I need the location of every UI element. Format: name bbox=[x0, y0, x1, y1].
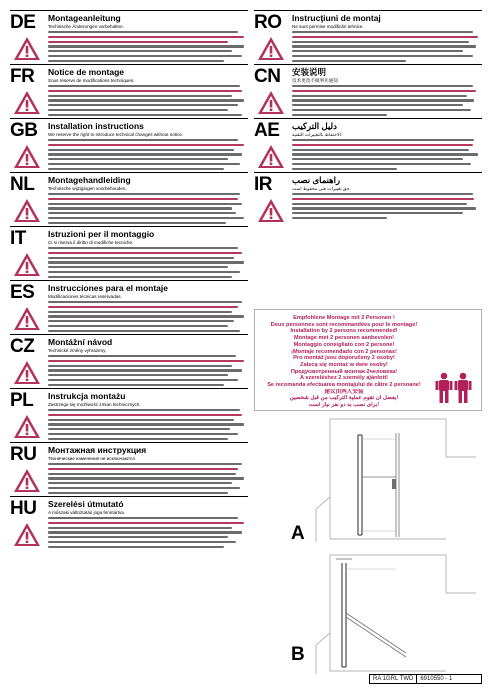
text-line bbox=[48, 85, 240, 87]
section-title: Montážní návod bbox=[48, 337, 113, 347]
section-title: راهنمای نصب bbox=[292, 175, 341, 185]
text-line bbox=[48, 423, 244, 425]
text-line bbox=[292, 203, 467, 205]
section-subtitle: Technische Änderungen vorbehalten. bbox=[48, 24, 124, 29]
left-language-column bbox=[10, 10, 248, 550]
text-line bbox=[48, 365, 232, 367]
section-content bbox=[292, 68, 482, 118]
recommendation-line: Предусмотренный монтаж 2человека! bbox=[290, 368, 398, 375]
text-line bbox=[48, 473, 236, 475]
section-subtitle: حق تغییرات فنی محفوظ است. bbox=[292, 186, 351, 191]
text-line bbox=[48, 153, 242, 155]
text-line bbox=[292, 90, 476, 92]
recommendation-line: Montaggio consigliato con 2 persone! bbox=[293, 341, 395, 348]
section-subtitle: Sous réserve de modifications techniques. bbox=[48, 78, 135, 83]
text-line bbox=[292, 85, 473, 87]
text-line bbox=[48, 50, 232, 52]
section-body-text bbox=[48, 85, 248, 118]
text-line bbox=[48, 536, 228, 538]
recommendation-line: Zalecą się montaż w dwie osoby! bbox=[300, 361, 388, 368]
language-section-ru bbox=[10, 442, 248, 496]
text-line bbox=[48, 330, 240, 332]
section-subtitle: Modificaciones técnicas reservadas. bbox=[48, 294, 122, 299]
text-line bbox=[48, 158, 228, 160]
recommendation-line: Se recomanda efectuarea montajului de către 2 persoane! bbox=[267, 382, 421, 389]
language-section-fr bbox=[10, 64, 248, 118]
section-content bbox=[292, 14, 482, 64]
warning-triangle-icon bbox=[13, 360, 41, 385]
text-line bbox=[48, 99, 244, 101]
language-section-pl bbox=[10, 388, 248, 442]
two-persons-icon bbox=[433, 372, 475, 404]
text-line bbox=[48, 522, 244, 524]
language-code: CZ bbox=[10, 336, 35, 357]
text-line bbox=[48, 193, 240, 195]
section-content bbox=[48, 176, 248, 226]
text-line bbox=[48, 217, 244, 219]
text-line bbox=[48, 374, 228, 376]
warning-triangle-icon bbox=[13, 306, 41, 331]
text-line bbox=[292, 99, 474, 101]
section-content bbox=[292, 122, 482, 172]
text-line bbox=[48, 315, 244, 317]
section-content bbox=[48, 500, 248, 550]
language-code: GB bbox=[10, 120, 38, 141]
section-body-text bbox=[48, 517, 248, 550]
language-section-nl bbox=[10, 172, 248, 226]
text-line bbox=[292, 41, 469, 43]
warning-triangle-icon bbox=[257, 36, 285, 61]
text-line bbox=[48, 438, 228, 440]
text-line bbox=[48, 546, 224, 548]
recommendation-line: Pro montáž jsou doporučeny 2 osoby! bbox=[293, 355, 395, 362]
text-line bbox=[292, 45, 476, 47]
section-subtitle: Technické změny vyhrazeny. bbox=[48, 348, 107, 353]
text-line bbox=[292, 198, 474, 200]
text-line bbox=[48, 45, 244, 47]
recommendation-line: Installation by 2 persons recommended! bbox=[290, 328, 398, 335]
text-line bbox=[48, 409, 240, 411]
text-line bbox=[48, 247, 238, 249]
text-line bbox=[48, 266, 228, 268]
text-line bbox=[48, 384, 224, 386]
text-line bbox=[292, 109, 471, 111]
language-code: PL bbox=[10, 390, 34, 411]
section-subtitle: We reserve the right to introduce technical changes without notice. bbox=[48, 132, 184, 137]
text-line bbox=[48, 55, 242, 57]
text-line bbox=[292, 212, 463, 214]
text-line bbox=[48, 433, 238, 435]
text-line bbox=[292, 144, 473, 146]
section-content bbox=[48, 284, 248, 334]
section-body-text bbox=[292, 85, 482, 116]
text-line bbox=[48, 414, 242, 416]
text-line bbox=[48, 90, 242, 92]
recommendation-line: يفضل أن تقوم عملية التركيب من قبل شخصين! bbox=[289, 395, 399, 402]
language-section-ae bbox=[254, 118, 482, 172]
text-line bbox=[48, 114, 242, 116]
language-code: FR bbox=[10, 66, 35, 87]
language-code: DE bbox=[10, 12, 36, 33]
section-subtitle: 技术更改不做事先通知 bbox=[292, 78, 338, 83]
document-footer bbox=[369, 674, 482, 684]
language-code: IT bbox=[10, 228, 26, 249]
text-line bbox=[292, 114, 387, 116]
section-title: Installation instructions bbox=[48, 121, 144, 131]
model-code: RA 1GRL TWD bbox=[370, 675, 417, 683]
section-title: Szerelési útmutató bbox=[48, 499, 124, 509]
text-line bbox=[48, 541, 236, 543]
warning-triangle-icon bbox=[13, 252, 41, 277]
section-body-text bbox=[48, 355, 248, 388]
section-subtitle: الاحتفاظ بالتغييرات التقنية. bbox=[292, 132, 343, 137]
recommendation-text bbox=[259, 315, 429, 409]
section-title: Istruzioni per il montaggio bbox=[48, 229, 155, 239]
text-line bbox=[48, 369, 242, 371]
section-content bbox=[292, 176, 482, 222]
text-line bbox=[292, 95, 467, 97]
right-language-column bbox=[254, 10, 482, 226]
diagram-label-b: B bbox=[291, 644, 305, 665]
recommendation-line: برای نصب به دو نفر نیاز است! bbox=[308, 402, 380, 409]
text-line bbox=[292, 149, 469, 151]
diagram-label-a: A bbox=[291, 523, 305, 544]
text-line bbox=[292, 207, 476, 209]
section-content bbox=[48, 446, 248, 496]
language-section-ro bbox=[254, 10, 482, 64]
text-line bbox=[48, 482, 232, 484]
warning-triangle-icon bbox=[257, 198, 285, 223]
section-subtitle: Технические изменения не исключаются bbox=[48, 456, 135, 461]
text-line bbox=[48, 379, 238, 381]
section-title: Instrucţiuni de montaj bbox=[292, 13, 381, 23]
text-line bbox=[48, 531, 242, 533]
text-line bbox=[292, 168, 397, 170]
text-line bbox=[48, 222, 226, 224]
recommendation-line: Montage met 2 personen aanbevolen! bbox=[293, 335, 395, 342]
language-section-cz bbox=[10, 334, 248, 388]
section-body-text bbox=[48, 409, 248, 442]
section-content bbox=[48, 230, 248, 280]
text-line bbox=[292, 60, 406, 62]
text-line bbox=[48, 463, 242, 465]
text-line bbox=[48, 252, 242, 254]
language-code: CN bbox=[254, 66, 281, 87]
section-subtitle: A műszaki változtatás joga fenntartva. bbox=[48, 510, 126, 515]
text-line bbox=[292, 193, 473, 195]
text-line bbox=[48, 95, 232, 97]
text-line bbox=[48, 198, 238, 200]
text-line bbox=[48, 60, 224, 62]
text-line bbox=[48, 163, 240, 165]
text-line bbox=[48, 261, 244, 263]
recommendation-line: A szereléshez 2 személy ajánlott! bbox=[299, 375, 389, 382]
recommendation-line: 建议由两人安装 bbox=[324, 388, 364, 395]
recommendation-line: Deux personnes sont recommandées pour le montage! bbox=[270, 321, 418, 328]
section-body-text bbox=[48, 463, 248, 496]
warning-triangle-icon bbox=[13, 144, 41, 169]
section-title: Instrukcja montażu bbox=[48, 391, 126, 401]
section-body-text bbox=[48, 31, 248, 64]
language-code: IR bbox=[254, 174, 272, 195]
text-line bbox=[48, 355, 236, 357]
section-body-text bbox=[48, 139, 248, 172]
text-line bbox=[48, 276, 232, 278]
two-person-recommendation-box bbox=[254, 309, 482, 411]
section-content bbox=[48, 68, 248, 118]
text-line bbox=[48, 271, 240, 273]
section-body-text bbox=[48, 247, 248, 280]
section-content bbox=[48, 338, 248, 388]
text-line bbox=[48, 492, 228, 494]
language-code: RO bbox=[254, 12, 282, 33]
warning-triangle-icon bbox=[13, 198, 41, 223]
warning-triangle-icon bbox=[13, 36, 41, 61]
text-line bbox=[292, 158, 463, 160]
text-line bbox=[292, 31, 473, 33]
section-title: Montageanleitung bbox=[48, 13, 121, 23]
text-line bbox=[292, 55, 473, 57]
language-code: HU bbox=[10, 498, 37, 519]
section-title: Notice de montage bbox=[48, 67, 125, 77]
text-line bbox=[48, 360, 244, 362]
language-code: AE bbox=[254, 120, 280, 141]
section-content bbox=[48, 122, 248, 172]
language-section-cn bbox=[254, 64, 482, 118]
language-section-de bbox=[10, 10, 248, 64]
text-line bbox=[48, 320, 234, 322]
section-body-text bbox=[292, 193, 482, 219]
language-section-hu bbox=[10, 496, 248, 550]
text-line bbox=[48, 109, 228, 111]
text-line bbox=[48, 139, 238, 141]
text-line bbox=[48, 325, 228, 327]
warning-triangle-icon bbox=[257, 90, 285, 115]
text-line bbox=[292, 36, 478, 38]
section-title: دليل التركيب bbox=[292, 121, 337, 131]
text-line bbox=[48, 468, 238, 470]
section-title: 安装说明 bbox=[292, 67, 327, 77]
recommendation-line: Empfohlene Montage mit 2 Personen ! bbox=[293, 315, 395, 321]
text-line bbox=[48, 257, 234, 259]
section-body-text bbox=[292, 31, 482, 62]
text-line bbox=[48, 31, 238, 33]
language-section-ir bbox=[254, 172, 482, 226]
section-subtitle: Ci si riserva il diritto di modifiche tecniche. bbox=[48, 240, 134, 245]
installation-diagram-b bbox=[296, 553, 478, 674]
text-line bbox=[48, 36, 244, 38]
text-line bbox=[292, 217, 387, 219]
text-line bbox=[48, 168, 224, 170]
text-line bbox=[48, 428, 230, 430]
text-line bbox=[292, 163, 471, 165]
installation-diagram-a bbox=[296, 417, 478, 542]
language-section-es bbox=[10, 280, 248, 334]
text-line bbox=[48, 149, 234, 151]
text-line bbox=[292, 153, 478, 155]
warning-triangle-icon bbox=[257, 144, 285, 169]
section-body-text bbox=[48, 301, 248, 334]
text-line bbox=[48, 212, 236, 214]
text-line bbox=[292, 139, 474, 141]
warning-triangle-icon bbox=[13, 414, 41, 439]
language-code: NL bbox=[10, 174, 35, 195]
section-content bbox=[48, 392, 248, 442]
section-content bbox=[48, 14, 248, 64]
warning-triangle-icon bbox=[13, 468, 41, 493]
warning-triangle-icon bbox=[13, 90, 41, 115]
section-body-text bbox=[48, 193, 248, 226]
text-line bbox=[48, 306, 238, 308]
text-line bbox=[48, 517, 238, 519]
document-number: 6910550 - 1 bbox=[420, 676, 453, 682]
recommendation-line: ¡Montaje recomendado con 2 personas! bbox=[291, 348, 397, 355]
section-subtitle: Ne sunt permise modificări tehnice. bbox=[292, 24, 364, 29]
section-body-text bbox=[292, 139, 482, 170]
text-line bbox=[48, 203, 242, 205]
language-code: ES bbox=[10, 282, 35, 303]
text-line bbox=[292, 104, 463, 106]
section-title: Instrucciones para el montaje bbox=[48, 283, 168, 293]
language-section-it bbox=[10, 226, 248, 280]
text-line bbox=[48, 41, 228, 43]
text-line bbox=[48, 477, 244, 479]
section-title: Montagehandleiding bbox=[48, 175, 131, 185]
text-line bbox=[48, 527, 232, 529]
text-line bbox=[48, 419, 234, 421]
section-subtitle: Technische wijzigingen voorbehouden. bbox=[48, 186, 127, 191]
language-section-gb bbox=[10, 118, 248, 172]
text-line bbox=[48, 207, 232, 209]
warning-triangle-icon bbox=[13, 522, 41, 547]
section-subtitle: Zastrzega się możliwość zmian technicznych. bbox=[48, 402, 141, 407]
language-code: RU bbox=[10, 444, 37, 465]
text-line bbox=[48, 301, 242, 303]
text-line bbox=[292, 50, 463, 52]
text-line bbox=[48, 144, 244, 146]
section-title: Монтажная инструкция bbox=[48, 445, 147, 455]
text-line bbox=[48, 487, 240, 489]
text-line bbox=[48, 311, 232, 313]
text-line bbox=[48, 104, 238, 106]
